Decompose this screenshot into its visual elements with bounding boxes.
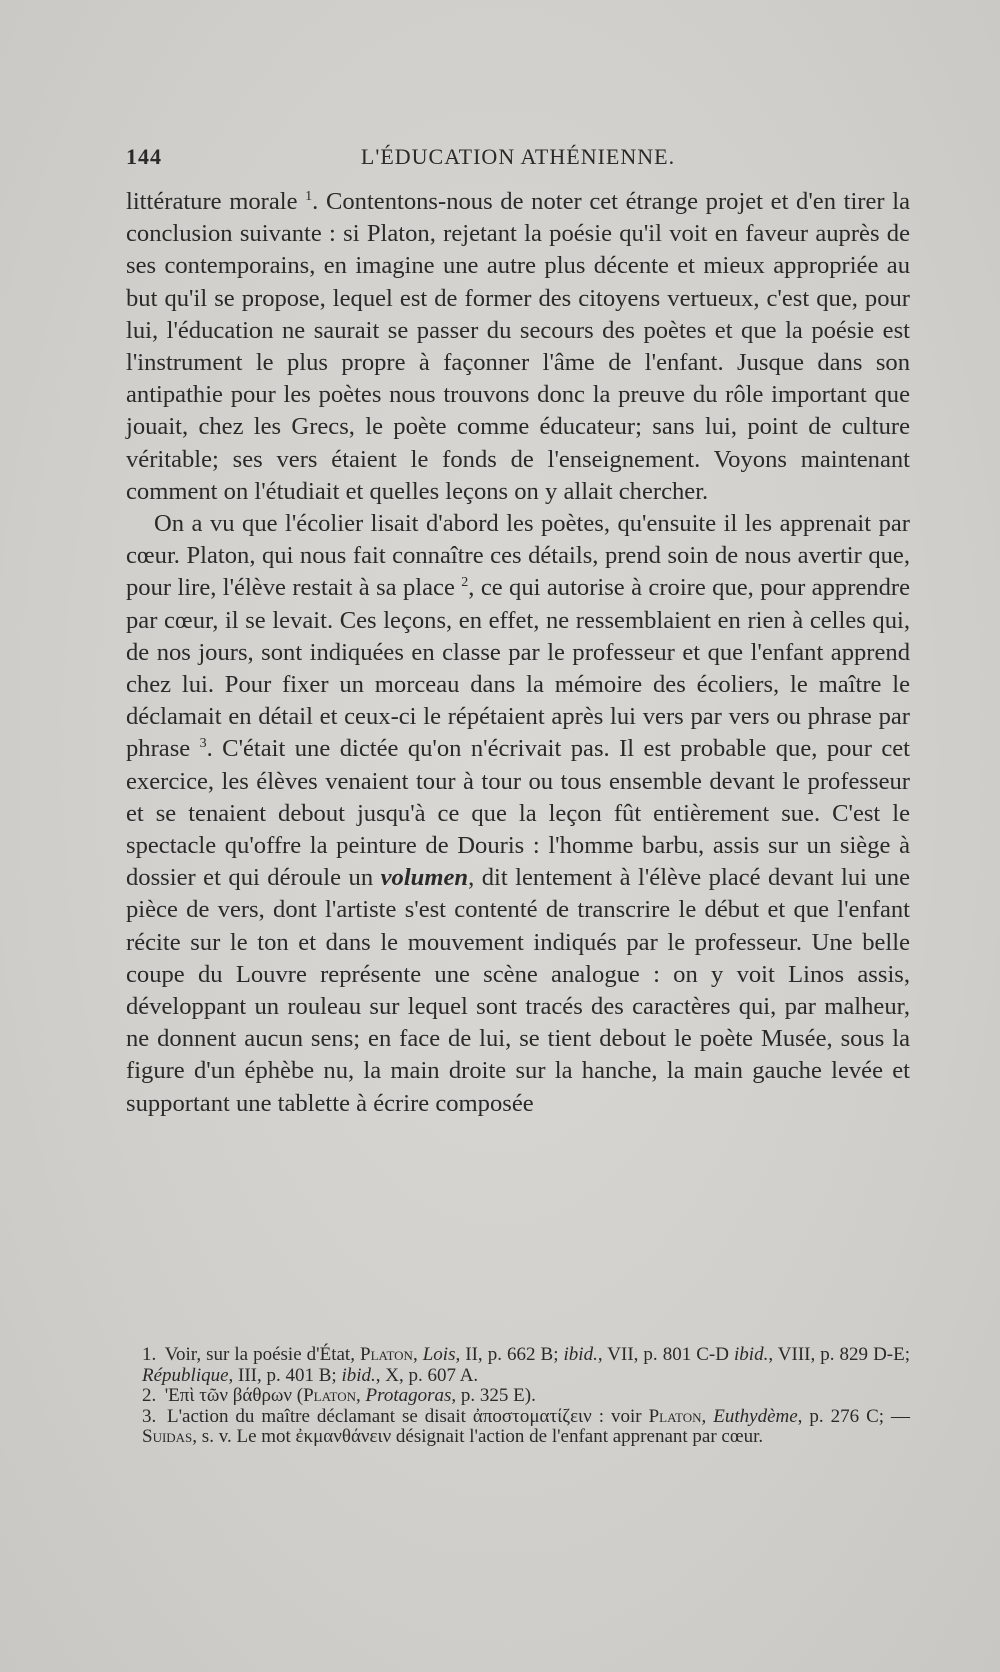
text-run: . C'était une dictée qu'on n'écrivait pas. Il est probable que, pour cet exercice, les élèves venaient tour à tour ou tous ensemble devant le professeur et se tenaient debout jusqu'à ce que la leçon fût entièrement sue. C'est le spectacle qu'offre la peinture de Douris : l'homme barbu, assis sur un siège à dossier et qui déroule un <box>126 735 910 892</box>
paragraph-1 <box>126 186 910 508</box>
author-name: Platon <box>360 1344 413 1365</box>
text-run: , III, p. 401 B; <box>228 1364 342 1386</box>
footnote-number: 3. <box>142 1405 157 1427</box>
author-name: Platon <box>303 1385 357 1406</box>
text-run: On a vu que l'écolier lisait d'abord les poètes, qu'ensuite il les apprenait par cœur. Platon, qui nous fait connaître ces détails, prend soin de nous avertir que, pour lire, l'élève restait à sa place <box>126 510 910 602</box>
text-run: , X, p. 607 A. <box>375 1364 479 1386</box>
body-text <box>126 186 910 1120</box>
footnote-ref-3: 3 <box>199 736 207 752</box>
text-run: L'action du maître déclamant se disait ἀποστοματίζειν : voir <box>166 1405 649 1427</box>
text-run: , <box>701 1405 714 1427</box>
work-title: ibid. <box>734 1344 769 1365</box>
footnotes <box>126 1345 910 1448</box>
footnote-ref-1: 1 <box>305 189 313 204</box>
page-number: 144 <box>126 144 162 169</box>
text-run: 'Επὶ τῶν βάθρων ( <box>164 1385 304 1406</box>
author-name: Platon <box>648 1405 702 1427</box>
work-title: République <box>142 1364 229 1386</box>
text-run: . Contentons-nous de noter cet étrange projet et d'en tirer la conclusion suivante : si Platon, rejetant la poésie qu'il voit en faveur auprès de ses contemporains, en imagine une autre plus décente et mieux appropriée au but qu'il se propose, lequel est de former des citoyens vertueux, c'est que, pour lui, l'éducation ne saurait se passer du secours des poètes et que la poésie est l'instrument le plus propre à façonner l'âme de l'enfant. Jusque dans son antipathie pour les poètes nous trouvons donc la preuve du rôle important que jouait, chez les Grecs, le poète comme éducateur; sans lui, point de culture véritable; ses vers étaient le fonds de l'enseignement. Voyons maintenant comment on l'étudiait et quelles leçons on y allait chercher. <box>126 188 910 505</box>
author-name: Suidas <box>142 1426 193 1447</box>
text-run: , <box>356 1385 366 1406</box>
text-run: , VIII, p. 829 D-E; <box>768 1344 911 1365</box>
text-run: , dit lentement à l'élève placé devant lui une pièce de vers, dont l'artiste s'est contenté de transcrire le début et que l'enfant récite sur le ton et dans le mouvement indiqués par le professeur. Une belle coupe du Louvre représente une scène analogue : on y voit Linos assis, développant un rouleau sur lequel sont tracés des caractères qui, par malheur, ne donnent aucun sens; en face de lui, se tient debout le poète Musée, sous la figure d'un éphèbe nu, la main droite sur la hanche, la main gauche levée et supportant une tablette à écrire composée <box>126 864 911 1117</box>
work-title: Protagoras <box>365 1385 452 1406</box>
running-header <box>126 140 910 176</box>
text-run: , ce qui autorise à croire que, pour apprendre par cœur, il se levait. Ces leçons, en effet, ne ressemblaient en rien à celles qui, de nos jours, sont indiquées en classe par le professeur et que l'enfant apprend chez lui. Pour fixer un morceau dans la mémoire des écoliers, le maître le déclamait en détail et ceux-ci le répétaient après lui vers par vers ou phrase par phrase <box>126 574 910 763</box>
footnote-2 <box>126 1386 910 1407</box>
italic-term: volumen <box>380 864 469 892</box>
footnote-1 <box>126 1345 910 1386</box>
text-run: , p. 325 E). <box>451 1385 536 1406</box>
text-run: , II, p. 662 B; <box>455 1344 564 1365</box>
footnote-ref-2: 2 <box>461 575 469 591</box>
work-title: Lois <box>422 1344 456 1365</box>
text-run: , p. 276 C; — <box>797 1405 911 1427</box>
text-run: , s. v. Le mot ἐκμανθάνειν désignait l'action de l'enfant apprenant par cœur. <box>192 1426 764 1447</box>
text-run: Voir, sur la poésie d'État, <box>164 1344 360 1365</box>
footnote-number: 2. <box>142 1385 157 1406</box>
work-title: ibid. <box>341 1364 376 1386</box>
running-title: L'ÉDUCATION ATHÉNIENNE. <box>360 144 676 169</box>
text-run: , VII, p. 801 C-D <box>597 1344 735 1365</box>
text-run: , <box>412 1344 423 1365</box>
work-title: ibid. <box>563 1344 598 1365</box>
text-run: littérature morale <box>126 188 306 215</box>
paragraph-2 <box>126 508 910 1120</box>
footnote-3 <box>126 1407 910 1448</box>
work-title: Euthydème <box>713 1405 798 1427</box>
footnote-number: 1. <box>142 1344 157 1365</box>
